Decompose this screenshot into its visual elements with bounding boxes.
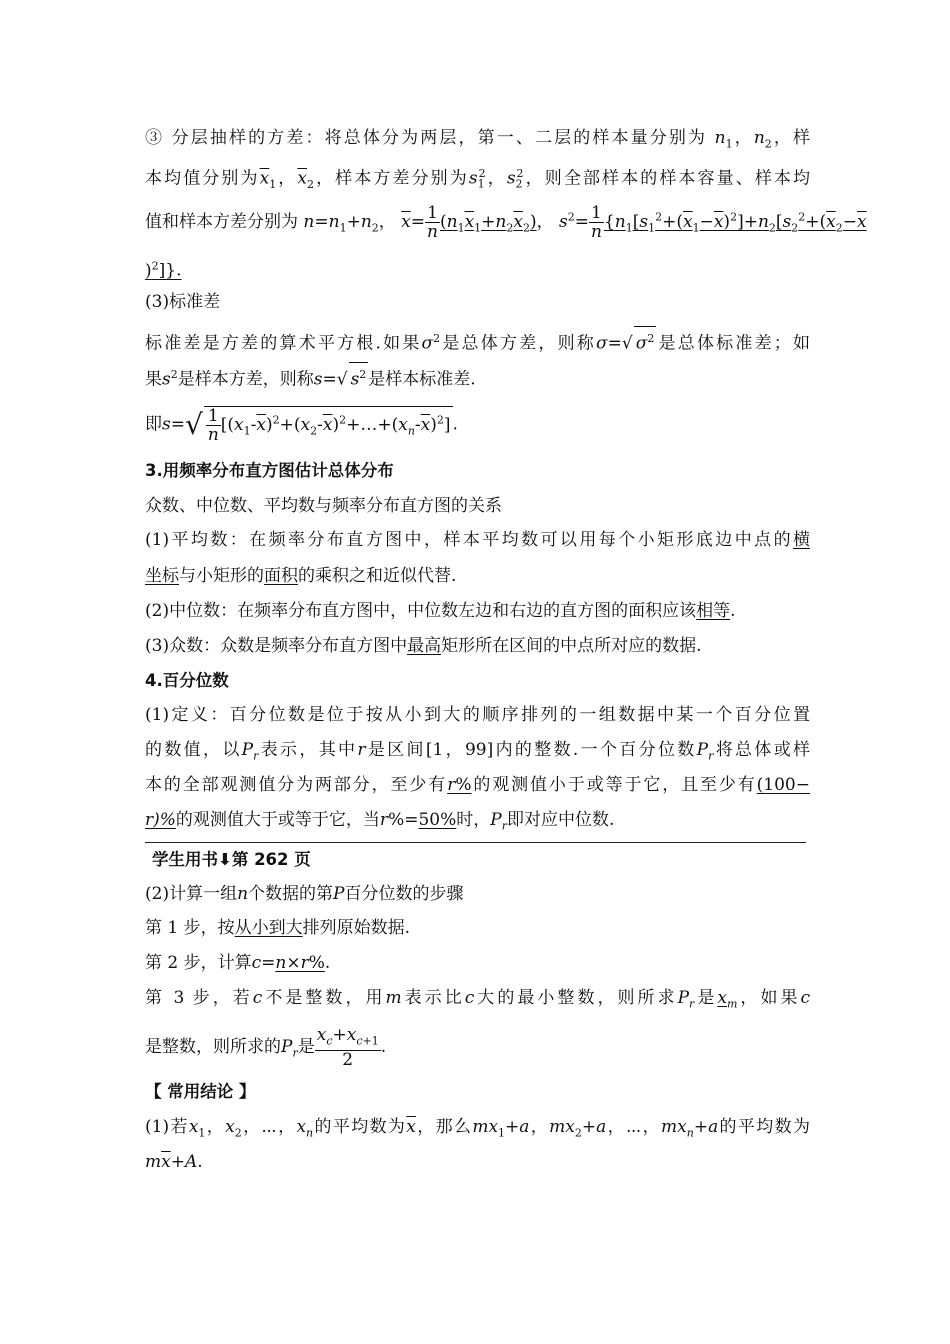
percentile-line-1: (1)定义：百分位数是位于按从小到大的顺序排列的一组数据中某一个百分位置 — [145, 705, 810, 725]
std-line-2: 果$s^2$是样本方差，则称s=√ $s^2$ 是样本标准差. — [145, 362, 810, 392]
section-3-intro: 众数、中位数、平均数与频率分布直方图的关系 — [145, 496, 502, 516]
page-divider — [145, 842, 806, 843]
conclusion-line-1: (1)若$x_1$，$x_2$，⋯，$x_n$的平均数为$\overline{x}$，那么$mx_1+a$，$mx_2+a$，⋯，$mx_n+a$的平均数为 — [145, 1117, 810, 1140]
section-3-title: 3.用频率分布直方图估计总体分布 — [145, 461, 394, 480]
step-3: 第 3 步，若c不是整数，用m表示比c大的最小整数，则所求$P_r$是$x_m$，如果c — [145, 988, 811, 1011]
fraction-one-over-n: $\frac{1}{n}$ — [427, 203, 438, 242]
conclusion-line-2: $m\overline{x}+A$. — [145, 1152, 203, 1172]
stratified-line-4: )$^2$]}. — [145, 259, 182, 281]
std-line-3: 即s=√ $\frac{1}{n}$ $[(x_1-\overline{x})^2+(x_2-\overline{x})^2+\dots+(x_n-\overline{x})^2]$ . — [145, 406, 458, 445]
mean-line-1: (1)平均数：在频率分布直方图中，样本平均数可以用每个小矩形底边中点的横 — [145, 530, 810, 550]
stratified-line-2: 本均值分别为$\overline{x}_1$，$\overline{x}_2$，样本方差分别为$s_1^2$，$s_2^2$，则全部样本的样本容量、样本均 — [145, 167, 811, 192]
conclusion-title: 【 常用结论 】 — [145, 1082, 256, 1101]
std-line-1: 标准差是方差的算术平方根.如果$\sigma^2$是总体方差，则称σ=√ $\sigma^2$ 是总体标准差；如 — [145, 326, 810, 356]
percentile-line-3: 本的全部观测值分为两部分，至少有r%的观测值小于或等于它，且至少有(100− — [145, 775, 810, 795]
step-3-cont: 是整数，则所求的$P_r$是 $\frac{x_c+x_{c+1}}{2}$ . — [145, 1025, 387, 1071]
steps-title: (2)计算一组n个数据的第P百分位数的步骤 — [145, 884, 464, 904]
step-2: 第 2 步，计算c=n×r%. — [145, 953, 331, 973]
median-fraction: $\frac{x_c+x_{c+1}}{2}$ — [316, 1025, 379, 1071]
book-page-banner: 学生用书⬇第 262 页 — [152, 850, 311, 869]
stratified-line-3: 值和样本方差分别为 $n=n_1+n_2$， $\overline{x}=$ $\frac{1}{n}$ $(n_1x_1+n_2x_2)$， $s^2=$ $\frac{1}{n}$ {$n_1[s_1^2+(x_1-x)^2]+n_2[s_2^2+(x_2-x$ — [145, 203, 867, 242]
sqrt-formula: √ $\frac{1}{n}$ $[(x_1-\overline{x})^2+(x_2-\overline{x})^2+\dots+(x_n-\overline{x})^2]$ — [184, 406, 451, 445]
median-line: (2)中位数：在频率分布直方图中，中位数左边和右边的直方图的面积应该相等. — [145, 601, 736, 621]
std-heading: (3)标准差 — [145, 292, 221, 312]
stratified-line-1: ③ 分层抽样的方差：将总体分为两层，第一、二层的样本量分别为 $n_1$，$n_2$，样 — [145, 128, 811, 151]
percentile-line-4: r)%的观测值大于或等于它，当r%=50%时，$P_r$即对应中位数. — [145, 810, 615, 833]
mode-line: (3)众数：众数是频率分布直方图中最高矩形所在区间的中点所对应的数据. — [145, 636, 702, 656]
fraction-one-over-n-2: $\frac{1}{n}$ — [590, 203, 602, 242]
percentile-line-2: 的数值，以$P_r$表示，其中r是区间[1，99]内的整数.一个百分位数$P_r$将总体或样 — [145, 740, 811, 763]
section-4-title: 4.百分位数 — [145, 671, 229, 690]
step-1: 第 1 步，按从小到大排列原始数据. — [145, 918, 411, 938]
mean-line-2: 坐标与小矩形的面积的乘积之和近似代替. — [145, 566, 457, 586]
